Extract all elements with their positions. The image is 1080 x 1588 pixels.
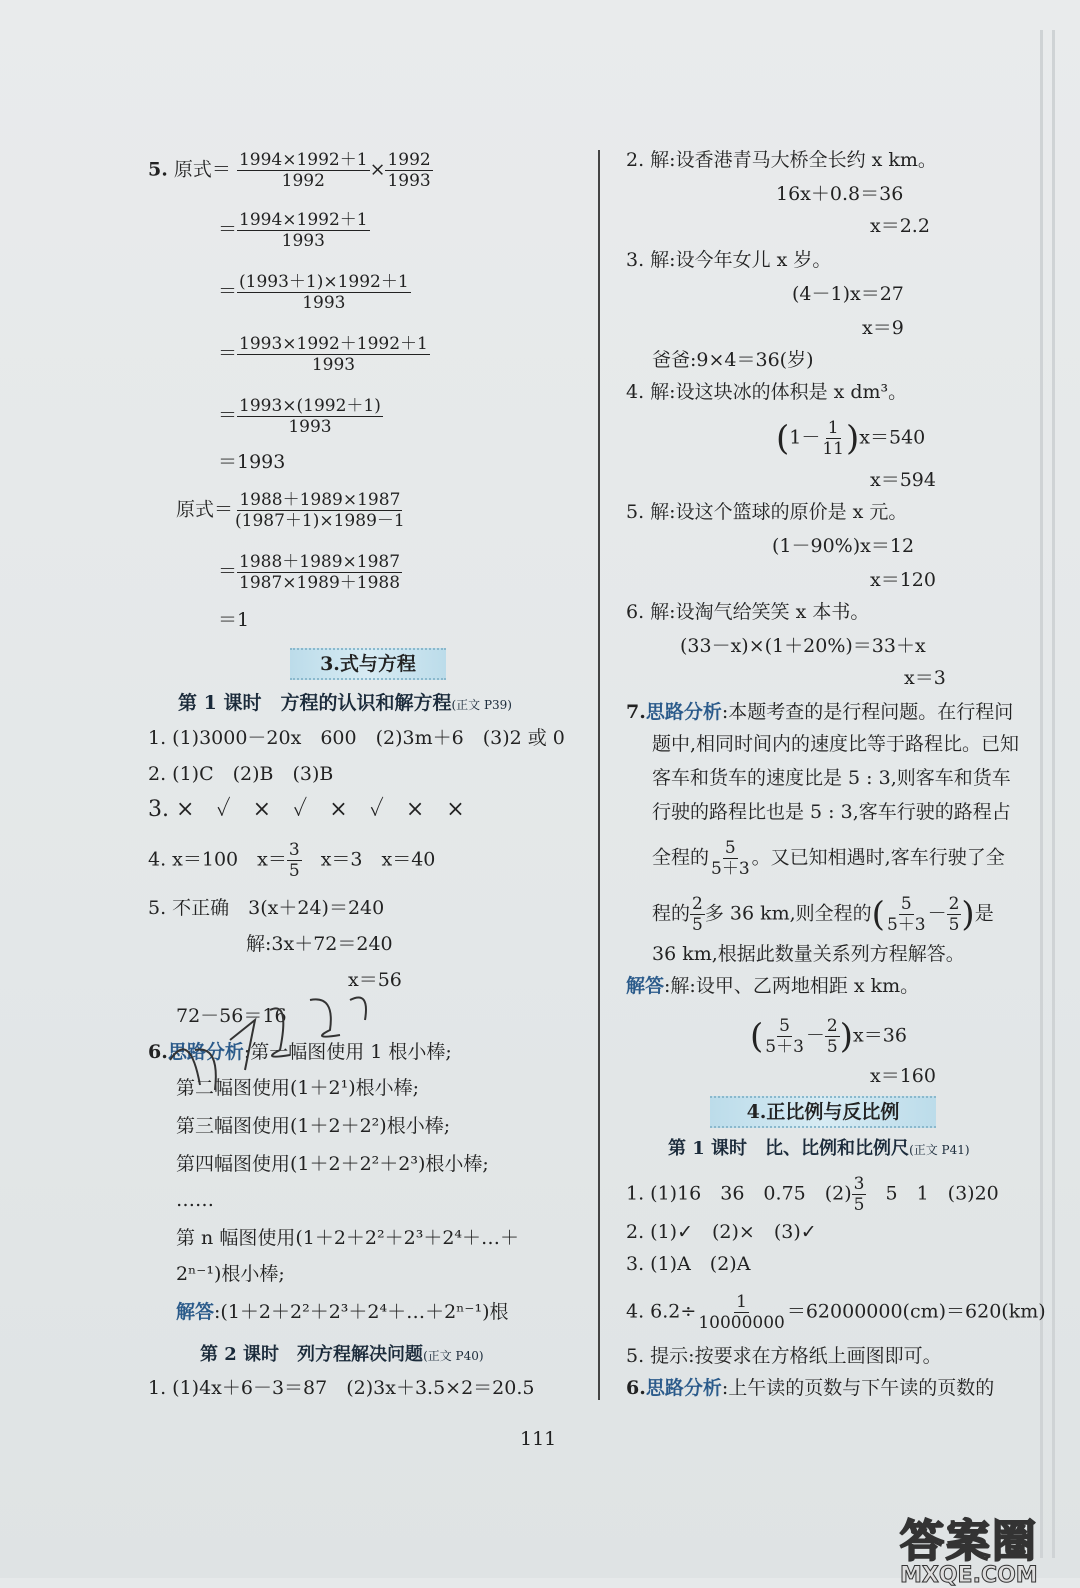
paren: ): [846, 418, 860, 459]
numerator: 5: [779, 1016, 790, 1036]
paren: ): [961, 894, 975, 935]
numerator: 2: [948, 894, 960, 914]
lesson-title-text: 第 1 课时 比、比例和比例尺: [668, 1138, 910, 1159]
answer-line: (4－1)x＝27: [792, 283, 904, 305]
problem-number: 6.: [148, 1041, 168, 1063]
answer-line: x＝120: [870, 569, 936, 591]
answer-line: 36 km,根据此数量关系列方程解答。: [652, 943, 965, 965]
numerator: 3: [853, 1174, 865, 1194]
answer-line: 2. (1)C (2)B (3)B: [148, 763, 334, 785]
numerator: 5: [724, 838, 736, 858]
numerator: 1: [736, 1292, 747, 1312]
section-title: 4.正比例与反比例: [710, 1096, 936, 1128]
page-ref: (正文 P41): [909, 1143, 970, 1157]
fraction: [237, 334, 430, 375]
numerator: 1988＋1989×1987: [239, 552, 401, 572]
text: 多 36 km,则全程的: [704, 902, 872, 925]
answer-line: x＝3: [904, 667, 946, 689]
denominator: 1993: [387, 171, 431, 191]
answer-text: :本题考查的是行程问题。在行程问: [721, 701, 1014, 723]
result: ＝1: [218, 609, 250, 631]
answer-line: 2. 解:设香港青马大桥全长约 x km。: [626, 149, 937, 171]
denominator: 1993: [311, 355, 356, 375]
fraction: [237, 272, 411, 313]
paren: (: [776, 418, 790, 459]
lesson-title-text: 第 1 课时 方程的认识和解方程: [178, 692, 452, 714]
denominator: 10000000: [698, 1313, 785, 1333]
answer-line: (33－x)×(1＋20%)＝33＋x: [680, 635, 926, 657]
fraction: [820, 418, 846, 459]
analysis-label: 思路分析: [645, 701, 722, 723]
column-divider: [598, 150, 600, 1400]
result: ＝1993: [218, 451, 286, 473]
denominator: 5: [948, 915, 960, 935]
eq-sign: ＝: [218, 280, 238, 303]
section-title: 3.式与方程: [290, 648, 446, 680]
eq-sign: ＝: [214, 498, 234, 521]
numerator: 1993×1992＋1992＋1: [239, 334, 428, 354]
fraction: [825, 1016, 840, 1057]
answer-line: 3. × ✓ × ✓ × ✓ × ×: [148, 797, 465, 822]
numerator: 2: [692, 894, 703, 914]
answer-line: x＝9: [862, 317, 904, 339]
answer-line: 第四幅图使用(1＋2＋2²＋2³)根小棒;: [176, 1153, 489, 1175]
numerator: 1: [827, 418, 839, 438]
answer-line: 5. 解:设这个篮球的原价是 x 元。: [626, 501, 908, 523]
answer-line: 4. 解:设这块冰的体积是 x dm³。: [626, 381, 908, 403]
answer-line: 第 n 幅图使用(1＋2＋2²＋2³＋2⁴＋…＋: [176, 1227, 520, 1249]
answer-line: 5. 提示:按要求在方格纸上画图即可。: [626, 1345, 942, 1367]
denominator: 5: [853, 1195, 865, 1215]
denominator: 11: [822, 439, 844, 459]
denominator: 1993: [281, 231, 325, 251]
denominator: 5＋3: [711, 859, 750, 879]
denominator: 1987×1989＋1988: [239, 573, 401, 593]
fraction: [709, 838, 752, 879]
answer-line: 客车和货车的速度比是 5 : 3,则客车和货车: [652, 767, 1011, 789]
paren: (: [750, 1016, 764, 1057]
numerator: 1994×1992＋1: [239, 210, 368, 230]
answer-text: :解:设甲、乙两地相距 x km。: [664, 975, 920, 997]
text: 全程的: [652, 846, 710, 869]
text: x＝36: [853, 1024, 907, 1047]
fraction: [852, 1174, 867, 1215]
answer-text: x＝3 x＝40: [301, 848, 436, 871]
eq-sign: ＝: [218, 404, 238, 427]
eq-sign: ＝: [211, 158, 231, 181]
answer-line: 爸爸:9×4＝36(岁): [652, 349, 814, 371]
answer-line: ……: [176, 1189, 214, 1211]
paren: (: [871, 894, 885, 935]
fraction: [237, 396, 383, 437]
watermark-logo: [900, 1505, 1038, 1588]
answer-line: 1. (1)4x＋6－3＝87 (2)3x＋3.5×2＝20.5: [148, 1377, 535, 1399]
lesson-title: [200, 1340, 484, 1366]
answer-line: 第二幅图使用(1＋2¹)根小棒;: [176, 1077, 420, 1099]
answer-text: 4. x＝100 x＝: [148, 848, 287, 871]
answer-text: :第一幅图使用 1 根小棒;: [243, 1041, 452, 1063]
answer-text: ＝62000000(cm)＝620(km): [786, 1300, 1046, 1323]
problem-number: 7.: [626, 701, 646, 723]
text: x＝540: [859, 426, 926, 449]
numerator: (1993＋1)×1992＋1: [239, 272, 409, 292]
answer-line: 3. (1)A (2)A: [626, 1253, 751, 1275]
answer-line: x＝594: [870, 469, 936, 491]
text: 原式: [173, 158, 212, 181]
answer-line: 题中,相同时间内的速度比等于路程比。已知: [652, 733, 1020, 755]
denominator: 5: [288, 861, 300, 881]
fraction: [237, 210, 370, 251]
fraction: [885, 894, 928, 935]
page-edge: [1052, 30, 1055, 1558]
denominator: 1992: [281, 171, 325, 191]
answer-line: 解:3x＋72＝240: [246, 933, 393, 955]
watermark-url: MXQE.COM: [900, 1563, 1038, 1588]
numerator: 2: [826, 1016, 838, 1036]
denominator: 5＋3: [765, 1037, 804, 1057]
fraction: [237, 552, 402, 593]
answer-line: 行驶的路程比也是 5 : 3,客车行驶的路程占: [652, 801, 1011, 823]
answer-text: :(1＋2＋2²＋2³＋2⁴＋…＋2ⁿ⁻¹)根: [214, 1301, 509, 1323]
numerator: 1993×(1992＋1): [239, 396, 381, 416]
answer-label: 解答: [176, 1301, 215, 1323]
answer-line: 5. 不正确 3(x＋24)＝240: [148, 897, 385, 919]
denominator: 5: [692, 915, 703, 935]
text: 是: [974, 902, 994, 925]
fraction: [696, 1292, 787, 1333]
answer-line: 3. 解:设今年女儿 x 岁。: [626, 249, 832, 271]
problem-number: 6.: [626, 1377, 646, 1399]
answer-line: (1－90%)x＝12: [772, 535, 915, 557]
answer-label: 解答: [626, 975, 665, 997]
answer-line: 72－56＝16: [176, 1005, 287, 1027]
numerator: 1994×1992＋1: [238, 150, 368, 170]
fraction: [690, 894, 705, 935]
page-ref: (正文 P40): [423, 1349, 484, 1363]
denominator: 5: [826, 1037, 838, 1057]
answer-text: 1. (1)16 36 0.75 (2): [626, 1182, 852, 1205]
handwriting-scribble: [160, 990, 400, 1100]
fraction: [237, 150, 370, 191]
answer-line: x＝2.2: [870, 215, 930, 237]
denominator: 1993: [302, 293, 346, 313]
answer-text: 4. 6.2÷: [626, 1300, 697, 1323]
lesson-title: [178, 688, 512, 715]
answer-line: 6. 解:设淘气给笑笑 x 本书。: [626, 601, 870, 623]
denominator: 5＋3: [886, 915, 926, 935]
fraction: [233, 490, 407, 531]
fraction: [385, 150, 432, 191]
page-ref: (正文 P39): [451, 698, 512, 712]
problem-number: 5.: [148, 158, 168, 181]
paren: ): [839, 1016, 854, 1057]
answer-line: 16x＋0.8＝36: [776, 183, 904, 205]
denominator: 1993: [288, 417, 332, 437]
answer-line: 2. (1)✓ (2)× (3)✓: [626, 1221, 817, 1243]
fraction: [763, 1016, 806, 1057]
answer-line: x＝160: [870, 1065, 936, 1087]
text: 1－: [789, 426, 821, 449]
eq-sign: ＝: [218, 342, 238, 365]
watermark-text: 答案圈: [900, 1516, 1038, 1567]
numerator: 3: [288, 840, 300, 860]
lesson-title: [668, 1134, 970, 1160]
numerator: 5: [900, 894, 912, 914]
denominator: (1987＋1)×1989－1: [235, 511, 405, 531]
answer-page: 5. 原式＝ $\frac{1994\times 1992+1}{1992}$ × $\frac{1992}{1993}$ ＝ $\frac{1994\times 1992+1}{1993}$ ＝ $\frac{(1993+1)\times 1992+1}{1993}$ ＝ $\frac{1993\times 1992+1992+1}{1993}$ ＝ $\frac{1993\times(1992+1)}{1993}$ ＝1993 原式＝ $\frac{1988+1989\times 1987}{(1987+1)\times 1989-1}$ ＝ $\frac{1988+1989\times 1987}{1987\times 1989+1988}$ ＝1 3.式与方程 第 1 课时 方程的认识和解方程(正文 P39) 1. (1)3000－20x 600 (2)3m＋6 (3)2 或 0 2. (1)C (2)B (3)B 3. × ✓ × ✓ × ✓ × × 4. x＝100 x＝ $\frac{3}{5}$ x＝3 x＝40 5. 不正确 3(x＋24)＝240 解:3x＋72＝240 x＝56 72－56＝16 6.思路分析:第一幅图使用 1 根小棒; 第二幅图使用(1＋2¹)根小棒; 第三幅图使用(1＋2＋2²)根小棒; 第四幅图使用(1＋2＋2²＋2³)根小棒; …… 第 n 幅图使用(1＋2＋2²＋2³＋2⁴＋…＋ 2ⁿ⁻¹)根小棒; 解答:(1＋2＋2²＋2³＋2⁴＋…＋2ⁿ⁻¹)根 第 2 课时 列方程解决问题(正文 P40) 1. (1)4x＋6－3＝87 (2)3x＋3.5×2＝20.5 2. 解:设香港青马大桥全长约 x km。 16x＋0.8＝36 x＝2.2 3. 解:设今年女儿 x 岁。 (4－1)x＝27 x＝9 爸爸:9×4＝36(岁) 4. 解:设这块冰的体积是 x dm³。 (1－ $\frac{1}{11}$ )x＝540 x＝594 5. 解:设这个篮球的原价是 x 元。 (1－90%)x＝12 x＝120 6. 解:设淘气给笑笑 x 本书。 (33－x)×(1＋20%)＝33＋x x＝3 7.思路分析:本题考查的是行程问题。在行程问 题中,相同时间内的速度比等于路程比。已知 客车和货车的速度比是 5 : 3,则客车和货车 行驶的路程比也是 5 : 3,客车行驶的路程占 全程的 $\frac{5}{5+3}$ 。又已知相遇时,客车行驶了全 程的 $\frac{2}{5}$ 多 36 km,则全程的( $\frac{5}{5+3}$ － $\frac{2}{5}$ )是 36 km,根据此数量关系列方程解答。 解答:解:设甲、乙两地相距 x km。 ( $\frac{5}{5+3}$ － $\frac{2}{5}$ )x＝36 x＝160 4.正比例与反比例 第 1 课时 比、比例和比例尺(正文 P41) 1. (1)16 36 0.75 (2) $\frac{3}{5}$ 5 1 (3)20 2. (1)✓ (2)× (3)✓ 3. (1)A (2)A 4. 6.2÷ $\frac{1}{10000000}$ ＝62000000(cm)＝620(km) 5. 提示:按要求在方格纸上画图即可。 6.思路分析:上午读的页数与下午读的页数的 111 答案圈 MXQE.COM: [0, 0, 1080, 1578]
answer-text: :上午读的页数与下午读的页数的: [721, 1377, 995, 1399]
analysis-label: 思路分析: [167, 1041, 244, 1063]
answer-text: 5 1 (3)20: [866, 1182, 999, 1205]
analysis-label: 思路分析: [645, 1377, 722, 1399]
page-number: 111: [520, 1428, 557, 1450]
lesson-title-text: 第 2 课时 列方程解决问题: [200, 1344, 424, 1365]
text: 。又已知相遇时,客车行驶了全: [751, 846, 1005, 869]
numerator: 1992: [387, 150, 431, 170]
text: 原式: [176, 498, 215, 521]
fraction: [947, 894, 962, 935]
answer-line: 2ⁿ⁻¹)根小棒;: [176, 1263, 285, 1285]
answer-line: x＝56: [348, 969, 402, 991]
eq-sign: ＝: [218, 218, 238, 241]
eq-sign: ＝: [218, 560, 238, 583]
answer-line: 第三幅图使用(1＋2＋2²)根小棒;: [176, 1115, 451, 1137]
answer-line: 1. (1)3000－20x 600 (2)3m＋6 (3)2 或 0: [148, 727, 565, 749]
numerator: 1988＋1989×1987: [239, 490, 401, 510]
fraction: [287, 840, 302, 881]
text: 程的: [652, 902, 691, 925]
